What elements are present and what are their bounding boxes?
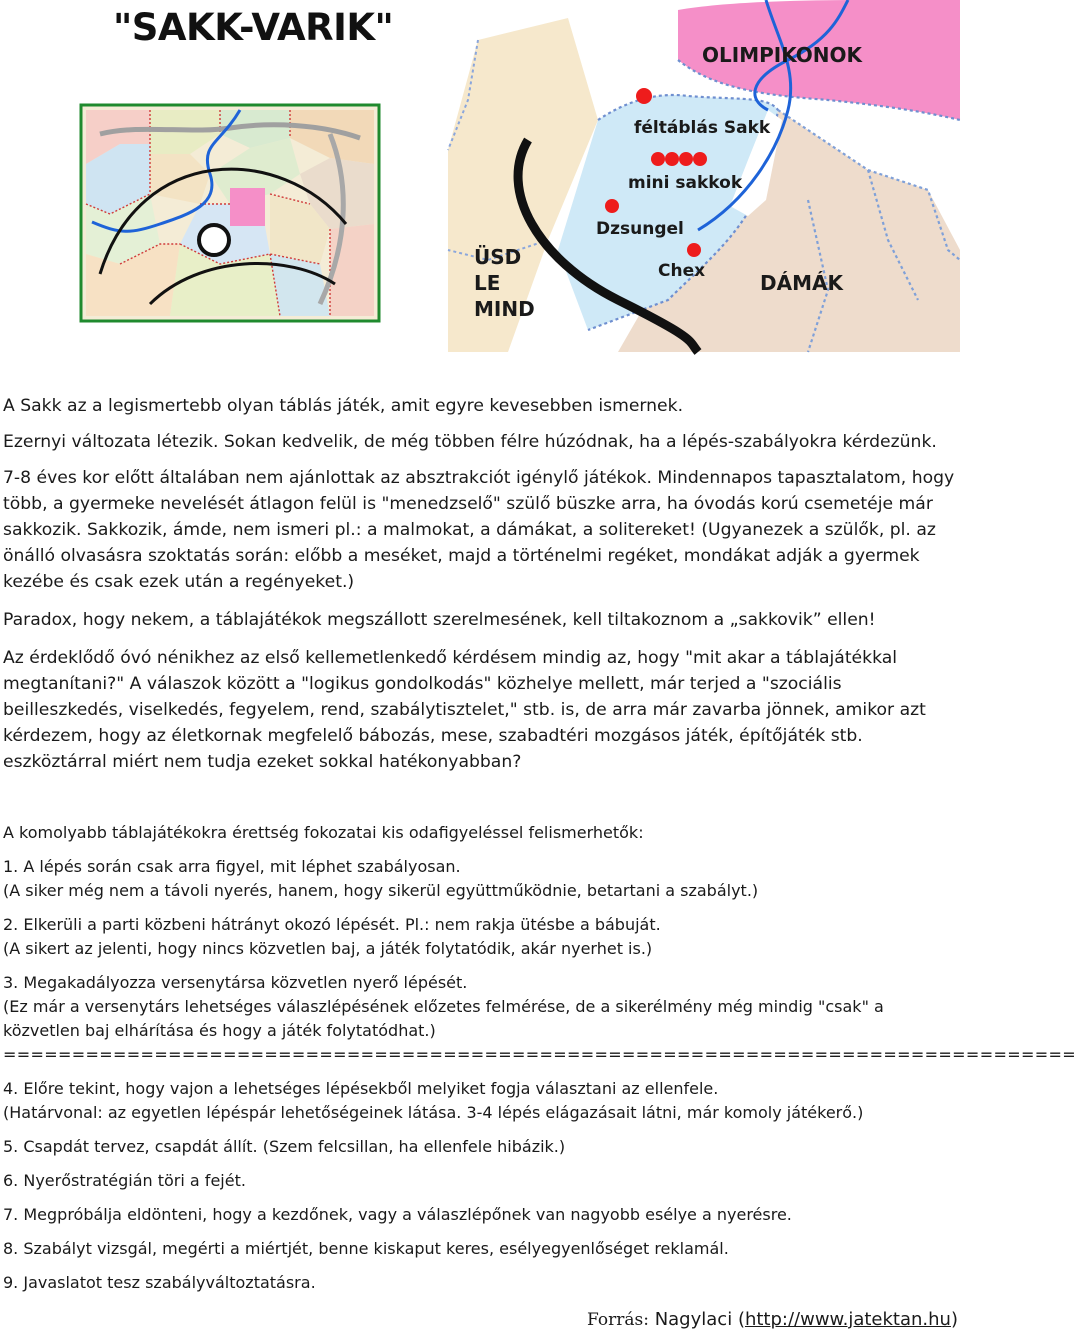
level-9: 9. Javaslatot tesz szabályváltoztatásra. [3,1273,316,1292]
level-2-main: 2. Elkerüli a parti közbeni hátrányt okozó lépését. Pl.: nem rakja ütésbe a bábuját. [3,915,661,934]
region-label-usd-2: LE [474,271,501,295]
level-8: 8. Szabályt vizsgál, megérti a miértjét, benne kiskaput keres, esélyegyenlőséget reklamál. [3,1239,729,1258]
level-2-note: (A sikert az jelenti, hogy nincs közvetlen baj, a játék folytatódik, akár nyerhet is.) [3,939,653,958]
overview-map [80,104,380,322]
region-label-olimpikonok: OLIMPIKONOK [702,43,863,67]
figure-title: "SAKK-VARIK" [113,6,394,49]
separator-line: ============================================================================== [3,1045,1076,1064]
place-label-dzsungel: Dzsungel [596,219,684,239]
overview-region [330,224,374,316]
source-author: Nagylaci [654,1309,733,1330]
level-4-note: (Határvonal: az egyetlen lépéspár lehetőségeinek látása. 3-4 lépés elágazásait látni, már komoly játékerő.) [3,1103,864,1122]
place-label-feltablas: féltáblás Sakk [634,118,771,138]
intro-paragraph-2: Ezernyi változata létezik. Sokan kedvelik, de még többen félre húzódnak, ha a lépés-szabályokra kérdezünk. [3,432,937,452]
place-dot-mini-4 [693,152,707,166]
place-label-chex: Chex [658,261,706,281]
place-dot-chex [687,243,701,257]
level-1-main: 1. A lépés során csak arra figyel, mit léphet szabályosan. [3,857,461,876]
region-label-damak: DÁMÁK [760,271,843,295]
level-6: 6. Nyerőstratégián töri a fejét. [3,1171,246,1190]
level-3-note: (Ez már a versenytárs lehetséges válaszlépésének előzetes felmérése, de a sikerélmény még mindig "csak" a közvetlen baj elhárítása és hogy a játék folytatódhat.) [3,997,884,1040]
intro-paragraph-4: Paradox, hogy nekem, a táblajátékok megszállott szerelmesének, kell tiltakoznom a „sakkovik” ellen! [3,610,876,630]
overview-marker-icon [199,225,229,255]
levels-heading: A komolyabb táblajátékokra érettség fokozatai kis odafigyeléssel felismerhetők: [3,823,644,842]
level-1-note: (A siker még nem a távoli nyerés, hanem, hogy sikerül együttműködnie, betartani a szabályt.) [3,881,759,900]
overview-region-pink [230,188,265,226]
source-label: Forrás: [587,1310,649,1330]
level-7: 7. Megpróbálja eldönteni, hogy a kezdőnek, vagy a válaszlépőnek van nagyobb esélye a nyerésre. [3,1205,792,1224]
intro-paragraph-1: A Sakk az a legismertebb olyan táblás játék, amit egyre kevesebben ismernek. [3,396,684,416]
region-label-usd-1: ÜSD [474,245,522,269]
source-credit [587,1309,958,1330]
place-dot-mini-2 [665,152,679,166]
zoom-map [448,0,960,352]
level-4-main: 4. Előre tekint, hogy vajon a lehetséges lépésekből melyiket fogja választani az ellenfele. [3,1079,719,1098]
place-dot-dzsungel [605,199,619,213]
place-dot-feltablas [636,88,652,104]
region-label-usd-3: MIND [474,297,535,321]
intro-section [3,393,955,775]
levels-section [3,821,1076,1295]
source-paren-close: ) [950,1309,958,1330]
source-link[interactable]: http://www.jatektan.hu [744,1309,951,1330]
level-3-main: 3. Megakadályozza versenytársa közvetlen nyerő lépését. [3,973,468,992]
level-5: 5. Csapdát tervez, csapdát állít. (Szem felcsillan, ha ellenfele hibázik.) [3,1137,566,1156]
place-dot-mini-3 [679,152,693,166]
place-label-mini-sakkok: mini sakkok [628,173,743,193]
intro-paragraph-3: 7-8 éves kor előtt általában nem ajánlottak az absztrakciót igénylő játékok. Mindennapos tapasztalatom, hogy több, a gyermeke nevelését átlagon felül is "menedzselő" szülő büszke arra, ha óvodás korú csemetéje már sakkozik. Sakkozik, ámde, nem ismeri pl.: a malmokat, a dámákat, a solitereket! (Ugyanezek a szülők, pl. az önálló olvasásra szoktatás során: előbb a meséket, majd a történelmi regéket, mondákat adják a gyermek kezébe és csak ezek után a regényeket.) [3,468,955,592]
intro-paragraph-5: Az érdeklődő óvó nénikhez az első kellemetlenkedő kérdésem mindig az, hogy "mit akar a táblajátékkal megtanítani?" A válaszok között a "logikus gondolkodás" közhelye mellett, már terjed a "szociális beilleszkedés, viselkedés, fegyelem, rend, szabálytisztelet," stb. is, de arra már zavarba jönnek, amikor azt kérdezem, hogy az életkornak megfelelő bábozás, mese, szabadtéri mozgásos játék, építőjáték stb. eszköztárral miért nem tudja ezeket sokkal hatékonyabban? [3,648,926,772]
source-paren-open: ( [737,1309,745,1330]
place-dot-mini-1 [651,152,665,166]
